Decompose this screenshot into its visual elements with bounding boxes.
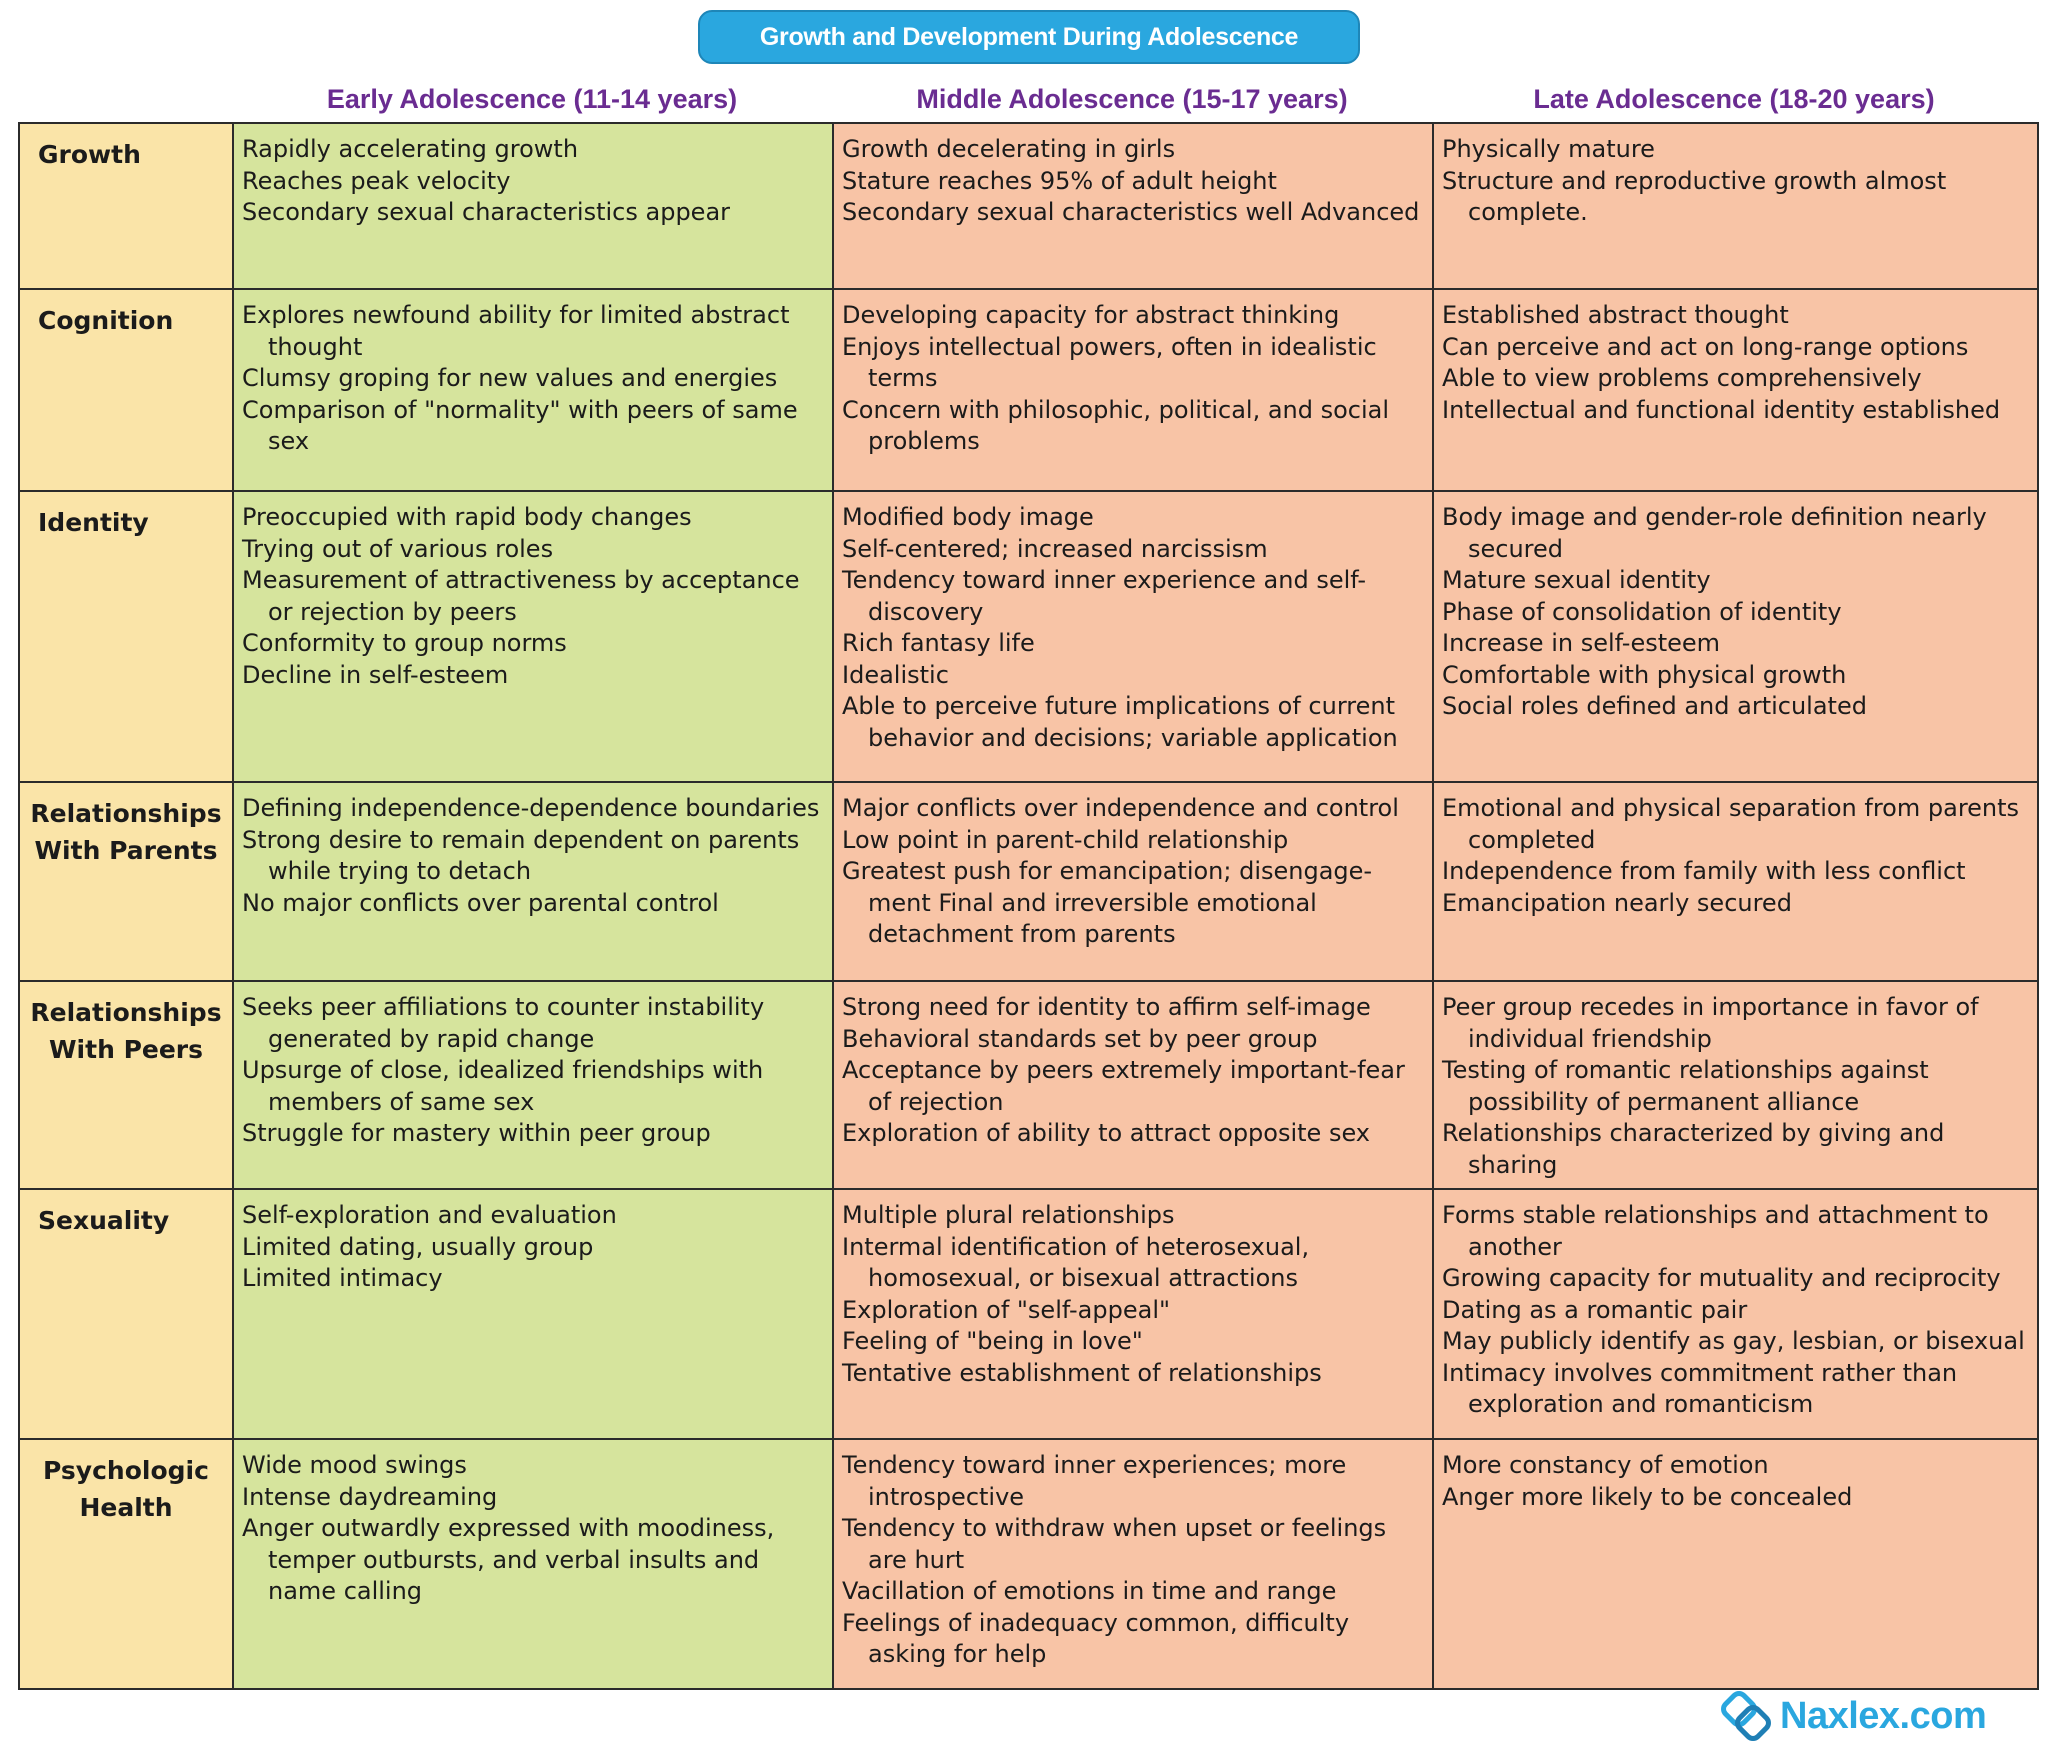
list-item: Physically mature	[1442, 135, 1655, 163]
list-item: Structure and reproductive growth almost complete.	[1442, 166, 1947, 226]
list-item: Limited dating, usually group	[242, 1232, 594, 1261]
list-item: Vacillation of emotions in time and range	[842, 1577, 1337, 1605]
list-item: Enjoys intellectual powers, often in idealistic terms	[842, 332, 1377, 392]
list-item: Concern with philosophic, political, and social problems	[842, 395, 1390, 455]
cell-middle	[833, 1439, 1433, 1689]
list-item: Limited intimacy	[242, 1264, 443, 1292]
table-row	[19, 1439, 2038, 1689]
list-item: Strong need for identity to affirm self-image	[842, 993, 1371, 1021]
cell-list	[234, 492, 832, 691]
list-item: Intellectual and functional identity established	[1442, 395, 2001, 424]
cell-early	[233, 1189, 833, 1439]
cell-middle	[833, 981, 1433, 1189]
cell-list	[1434, 492, 2037, 723]
cell-early	[233, 123, 833, 289]
cell-late	[1433, 123, 2038, 289]
cell-list	[834, 492, 1432, 754]
cell-middle	[833, 782, 1433, 981]
list-item: Secondary sexual characteristics well Advanced	[842, 198, 1420, 226]
list-item: Seeks peer affiliations to counter instability generated by rapid change	[242, 993, 765, 1053]
cell-early	[233, 1439, 833, 1689]
cell-list	[234, 982, 832, 1150]
cell-late	[1433, 491, 2038, 782]
table-row	[19, 491, 2038, 782]
cell-late	[1433, 1189, 2038, 1439]
list-item: Defining independence-dependence boundaries	[242, 794, 820, 822]
title-banner	[698, 10, 1360, 64]
row-label: Growth	[19, 123, 233, 289]
list-item: Emotional and physical separation from parents completed	[1442, 794, 2020, 854]
cell-middle	[833, 289, 1433, 491]
list-item: Measurement of attractiveness by acceptance or rejection by peers	[242, 566, 800, 626]
cell-list	[234, 1440, 832, 1608]
list-item: Developing capacity for abstract thinking	[842, 301, 1340, 329]
cell-list	[234, 783, 832, 919]
list-item: Comfortable with physical growth	[1442, 660, 1847, 689]
table-row	[19, 981, 2038, 1189]
list-item: Trying out of various roles	[242, 534, 554, 563]
cell-list	[834, 1440, 1432, 1671]
list-item: Upsurge of close, idealized friendships with members of same sex	[242, 1056, 764, 1116]
naxlex-logo-icon	[1720, 1690, 1772, 1742]
list-item: Intense daydreaming	[242, 1482, 498, 1511]
column-headers	[232, 80, 2036, 120]
list-item: Exploration of "self-appeal"	[842, 1295, 1171, 1324]
cell-list	[834, 124, 1432, 229]
list-item: Peer group recedes in importance in favor of individual friendship	[1442, 993, 1979, 1053]
cell-list	[234, 290, 832, 458]
cell-middle	[833, 123, 1433, 289]
list-item: Feelings of inadequacy common, difficulty asking for help	[842, 1608, 1350, 1668]
cell-list	[834, 982, 1432, 1150]
list-item: Social roles defined and articulated	[1442, 692, 1867, 720]
row-label: Relationships With Parents	[19, 782, 233, 981]
list-item: Relationships characterized by giving and sharing	[1442, 1119, 1945, 1179]
cell-list	[834, 290, 1432, 458]
list-item: Tendency to withdraw when upset or feelings are hurt	[842, 1514, 1387, 1574]
list-item: Intermal identification of heterosexual, homosexual, or bisexual attractions	[842, 1232, 1310, 1292]
list-item: Modified body image	[842, 503, 1094, 531]
list-item: Tentative establishment of relationships	[842, 1358, 1322, 1387]
table-row	[19, 782, 2038, 981]
list-item: Anger outwardly expressed with moodiness, temper outbursts, and verbal insults and name calling	[242, 1514, 775, 1605]
brand-name: Naxlex.com	[1780, 1694, 1987, 1737]
cell-list	[834, 783, 1432, 951]
cell-early	[233, 289, 833, 491]
list-item: Growth decelerating in girls	[842, 135, 1176, 163]
list-item: Forms stable relationships and attachment to another	[1442, 1201, 1989, 1261]
list-item: Anger more likely to be concealed	[1442, 1482, 1853, 1511]
cell-list	[234, 1190, 832, 1295]
row-label: Sexuality	[19, 1189, 233, 1439]
cell-list	[1434, 783, 2037, 919]
list-item: Explores newfound ability for limited abstract thought	[242, 301, 790, 361]
list-item: Testing of romantic relationships against possibility of permanent alliance	[1442, 1056, 1929, 1116]
development-table	[18, 122, 2039, 1690]
row-label: Relationships With Peers	[19, 981, 233, 1189]
list-item: Emancipation nearly secured	[1442, 888, 1792, 917]
list-item: Comparison of "normality" with peers of same sex	[242, 395, 798, 455]
table-row	[19, 289, 2038, 491]
list-item: Decline in self-esteem	[242, 660, 509, 689]
list-item: Struggle for mastery within peer group	[242, 1119, 711, 1147]
list-item: Able to perceive future implications of current behavior and decisions; variable application	[842, 692, 1398, 752]
list-item: Behavioral standards set by peer group	[842, 1024, 1318, 1053]
cell-early	[233, 782, 833, 981]
list-item: Wide mood swings	[242, 1451, 467, 1479]
column-header-late: Late Adolescence (18-20 years)	[1533, 84, 1935, 114]
page-title: Growth and Development During Adolescence	[698, 10, 1360, 64]
column-header-early: Early Adolescence (11-14 years)	[326, 84, 738, 114]
list-item: Tendency toward inner experience and self-discovery	[842, 566, 1367, 626]
cell-late	[1433, 981, 2038, 1189]
list-item: Rich fantasy life	[842, 629, 1035, 657]
list-item: More constancy of emotion	[1442, 1451, 1769, 1479]
list-item: Idealistic	[842, 660, 949, 689]
cell-list	[1434, 1440, 2037, 1513]
list-item: Exploration of ability to attract opposite sex	[842, 1119, 1370, 1147]
list-item: Body image and gender-role definition nearly secured	[1442, 503, 1987, 563]
cell-late	[1433, 782, 2038, 981]
list-item: Growing capacity for mutuality and reciprocity	[1442, 1264, 2001, 1292]
cell-list	[1434, 982, 2037, 1181]
list-item: Strong desire to remain dependent on parents while trying to detach	[242, 825, 800, 885]
cell-list	[1434, 124, 2037, 229]
cell-late	[1433, 1439, 2038, 1689]
list-item: Preoccupied with rapid body changes	[242, 503, 692, 531]
row-label: Cognition	[19, 289, 233, 491]
list-item: Can perceive and act on long-range options	[1442, 332, 1969, 361]
list-item: Able to view problems comprehensively	[1442, 364, 1922, 392]
cell-middle	[833, 1189, 1433, 1439]
cell-early	[233, 981, 833, 1189]
cell-late	[1433, 289, 2038, 491]
list-item: Conformity to group norms	[242, 629, 567, 657]
list-item: Secondary sexual characteristics appear	[242, 198, 731, 226]
list-item: Greatest push for emancipation; disengage-ment Final and irreversible emotional detachment from parents	[842, 857, 1373, 948]
list-item: Reaches peak velocity	[242, 166, 511, 195]
list-item: Rapidly accelerating growth	[242, 135, 579, 163]
cell-list	[1434, 1190, 2037, 1421]
list-item: Major conflicts over independence and control	[842, 794, 1399, 822]
list-item: Phase of consolidation of identity	[1442, 597, 1842, 626]
table-row	[19, 123, 2038, 289]
footer-brand	[1720, 1690, 1986, 1742]
list-item: Mature sexual identity	[1442, 566, 1711, 594]
table-row	[19, 1189, 2038, 1439]
list-item: Dating as a romantic pair	[1442, 1295, 1748, 1324]
cell-list	[234, 124, 832, 229]
list-item: Self-centered; increased narcissism	[842, 534, 1268, 563]
list-item: Acceptance by peers extremely important-fear of rejection	[842, 1056, 1405, 1116]
list-item: Tendency toward inner experiences; more introspective	[842, 1451, 1347, 1511]
list-item: Self-exploration and evaluation	[242, 1201, 617, 1229]
cell-list	[834, 1190, 1432, 1389]
list-item: Established abstract thought	[1442, 301, 1789, 329]
cell-middle	[833, 491, 1433, 782]
cell-early	[233, 491, 833, 782]
list-item: Intimacy involves commitment rather than exploration and romanticism	[1442, 1358, 1958, 1418]
list-item: Clumsy groping for new values and energies	[242, 364, 778, 392]
list-item: Increase in self-esteem	[1442, 629, 1721, 657]
list-item: Independence from family with less conflict	[1442, 857, 1966, 885]
list-item: May publicly identify as gay, lesbian, or bisexual	[1442, 1327, 2025, 1355]
list-item: Low point in parent-child relationship	[842, 825, 1289, 854]
list-item: No major conflicts over parental control	[242, 888, 719, 917]
column-header-middle: Middle Adolescence (15-17 years)	[916, 84, 1348, 114]
list-item: Multiple plural relationships	[842, 1201, 1175, 1229]
cell-list	[1434, 290, 2037, 426]
list-item: Stature reaches 95% of adult height	[842, 166, 1277, 195]
row-label: Identity	[19, 491, 233, 782]
list-item: Feeling of "being in love"	[842, 1327, 1143, 1355]
row-label: Psychologic Health	[19, 1439, 233, 1689]
